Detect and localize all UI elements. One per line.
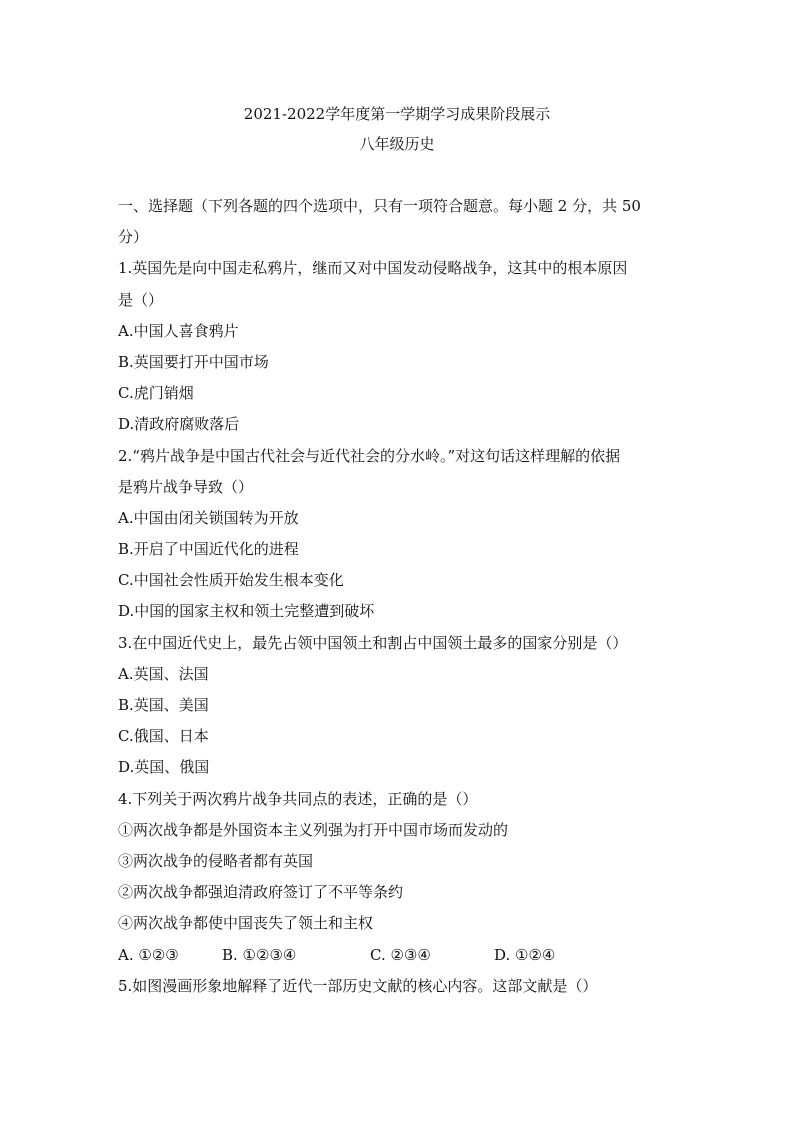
statement-2: ②两次战争都强迫清政府签订了不平等条约 xyxy=(118,883,404,902)
choice-b: B. ①②③④ xyxy=(222,945,297,964)
question-3 xyxy=(118,633,683,789)
option-d: D.中国的国家主权和领土完整遭到破坏 xyxy=(118,602,375,621)
question-4 xyxy=(118,789,683,976)
question-stem: 4.下列关于两次鸦片战争共同点的表述，正确的是（） xyxy=(118,789,478,808)
section-heading: 一、选择题（下列各题的四个选项中，只有一项符合题意。每小题 2 分，共 50 xyxy=(118,197,641,215)
option-a: A.中国人喜食鸦片 xyxy=(118,321,239,340)
option-c: C.中国社会性质开始发生根本变化 xyxy=(118,571,344,590)
question-stem-cont: 是鸦片战争导致（） xyxy=(118,477,254,496)
section-heading-cont: 分） xyxy=(118,228,149,247)
exam-subtitle: 八年级历史 xyxy=(359,135,435,153)
question-stem-cont: 是（） xyxy=(118,290,164,309)
exam-title: 2021-2022学年度第一学期学习成果阶段展示 xyxy=(243,105,551,123)
option-a: A.中国由闭关锁国转为开放 xyxy=(118,508,299,527)
statement-3: ③两次战争的侵略者都有英国 xyxy=(118,851,314,870)
statement-1: ①两次战争都是外国资本主义列强为打开中国市场而发动的 xyxy=(118,820,509,839)
question-stem: 2.“鸦片战争是中国古代社会与近代社会的分水岭。”对这句话这样理解的依据 xyxy=(118,446,621,465)
option-b: B.英国要打开中国市场 xyxy=(118,352,269,371)
choice-c: C. ②③④ xyxy=(370,945,431,964)
option-d: D.清政府腐败落后 xyxy=(118,415,240,434)
choice-row xyxy=(118,945,683,976)
question-stem: 5.如图漫画形象地解释了近代一部历史文献的核心内容。这部文献是（） xyxy=(118,976,598,995)
option-b: B.开启了中国近代化的进程 xyxy=(118,540,299,559)
choice-d: D. ①②④ xyxy=(494,945,556,964)
question-2 xyxy=(118,446,683,633)
question-1 xyxy=(118,258,683,445)
option-a: A.英国、法国 xyxy=(118,664,209,683)
question-stem: 1.英国先是向中国走私鸦片，继而又对中国发动侵略战争，这其中的根本原因 xyxy=(118,259,628,278)
option-c: C.俄国、日本 xyxy=(118,727,209,746)
choice-a: A. ①②③ xyxy=(118,945,179,964)
question-stem: 3.在中国近代史上，最先占领中国领土和割占中国领土最多的国家分别是（） xyxy=(118,633,628,652)
option-b: B.英国、美国 xyxy=(118,696,209,714)
question-5 xyxy=(118,976,683,1007)
exam-body xyxy=(118,196,683,1007)
option-d: D.英国、俄国 xyxy=(118,758,210,777)
option-c: C.虎门销烟 xyxy=(118,384,194,403)
statement-4: ④两次战争都使中国丧失了领土和主权 xyxy=(118,914,374,933)
